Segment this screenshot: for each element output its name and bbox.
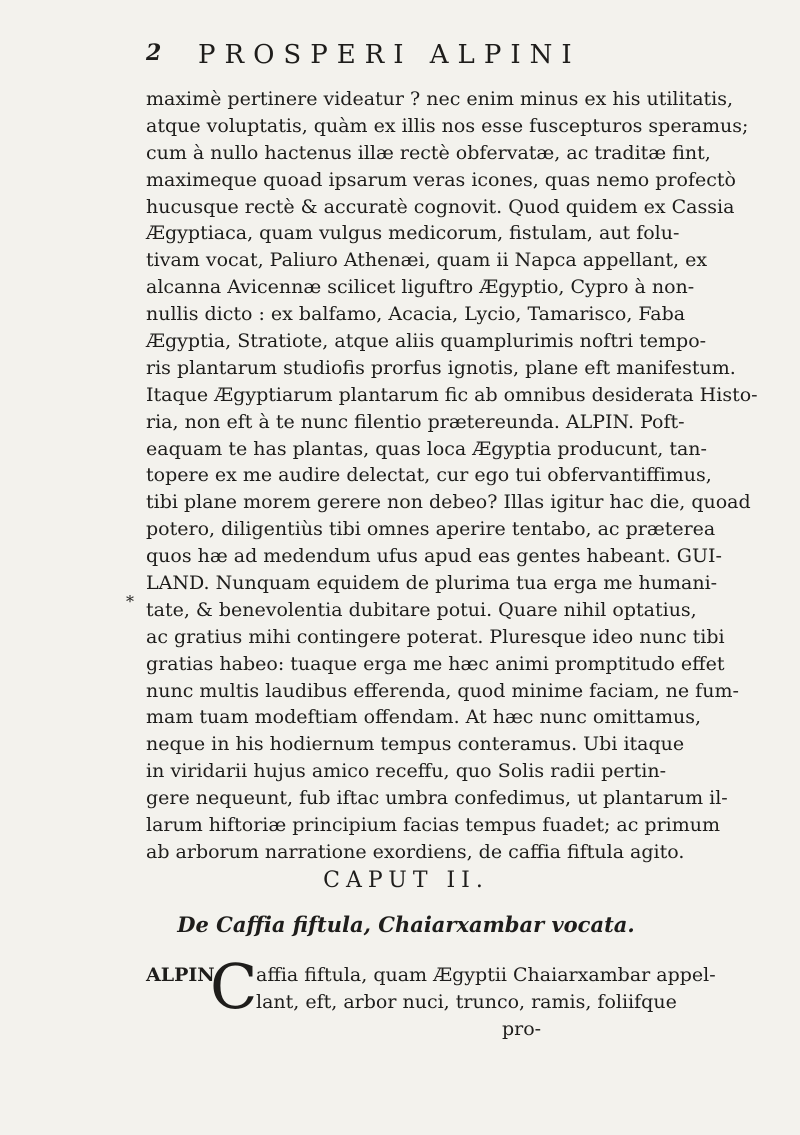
- text-line: Ægyptiaca, quam vulgus medicorum, fistulam, aut folu-: [146, 222, 680, 245]
- page-number: 2: [146, 40, 162, 66]
- chapter-heading: CAPUT II.: [323, 868, 489, 893]
- text-line: Ægyptia, Stratiote, atque aliis quamplurimis noftri tempo-: [146, 330, 707, 353]
- text-line: quos hæ ad medendum ufus apud eas gentes habeant. GUI-: [146, 545, 722, 568]
- text-line: atque voluptatis, quàm ex illis nos esse fuscepturos speramus;: [146, 114, 749, 137]
- catchword: pro-: [502, 1018, 542, 1040]
- text-line: nunc multis laudibus efferenda, quod minime faciam, ne fum-: [146, 679, 739, 702]
- text-line: lant, eft, arbor nuci, trunco, ramis, foliifque: [256, 991, 677, 1013]
- text-line: ris plantarum studiofis prorfus ignotis, plane eft manifestum.: [146, 356, 736, 379]
- chapter-subtitle: De Caffia fiftula, Chaiarxambar vocata.: [177, 912, 635, 937]
- text-line: hucusque rectè & accuratè cognovit. Quod quidem ex Cassia: [146, 195, 735, 218]
- running-title: PROSPERI ALPINI: [198, 40, 581, 70]
- text-line: ac gratius mihi contingere poterat. Pluresque ideo nunc tibi: [146, 625, 725, 648]
- text-line: ab arborum narratione exordiens, de caffia fiftula agito.: [146, 840, 685, 863]
- text-line: tibi plane morem gerere non debeo? Illas igitur hac die, quoad: [146, 491, 751, 514]
- text-line: cum à nullo hactenus illæ rectè obfervatæ, ac traditæ fint,: [146, 141, 711, 164]
- text-line: maximeque quoad ipsarum veras icones, quas nemo profectò: [146, 168, 736, 191]
- text-line: mam tuam modeftiam offendam. At hæc nunc omittamus,: [146, 706, 702, 729]
- text-line: neque in his hodiernum tempus conteramus. Ubi itaque: [146, 733, 685, 756]
- text-line: LAND. Nunquam equidem de plurima tua erga me humani-: [146, 572, 718, 595]
- running-head: [0, 40, 800, 76]
- text-line: Itaque Ægyptiarum plantarum fic ab omnibus desiderata Histo-: [146, 383, 758, 406]
- drop-cap: C: [210, 950, 258, 1023]
- text-line: tivam vocat, Paliuro Athenæi, quam ii Napca appellant, ex: [146, 249, 708, 272]
- text-line: gratias habeo: tuaque erga me hæc animi promptitudo effet: [146, 652, 725, 675]
- text-line: ria, non eft à te nunc filentio prætereunda. ALPIN. Poft-: [146, 410, 685, 433]
- text-line: alcanna Avicennæ scilicet liguftro Ægyptio, Cypro à non-: [146, 276, 695, 299]
- text-line: in viridarii hujus amico receffu, quo Solis radii pertin-: [146, 760, 666, 783]
- text-line: tate, & benevolentia dubitare potui. Quare nihil optatius,: [146, 598, 697, 621]
- body-text: [146, 86, 758, 866]
- text-line: gere nequeunt, fub iftac umbra confedimus, ut plantarum il-: [146, 787, 728, 810]
- chapter-opening-paragraph: [146, 950, 716, 1043]
- text-line: potero, diligentiùs tibi omnes aperire tentabo, ac præterea: [146, 518, 716, 541]
- text-line: nullis dicto : ex balfamo, Acacia, Lycio, Tamarisco, Faba: [146, 303, 686, 326]
- text-line: larum hiftoriæ principium facias tempus fuadet; ac primum: [146, 814, 721, 837]
- speaker-label: ALPIN.: [146, 964, 221, 986]
- text-line: topere ex me audire delectat, cur ego tui obfervantiffimus,: [146, 464, 712, 487]
- text-line: maximè pertinere videatur ? nec enim minus ex his utilitatis,: [146, 88, 734, 110]
- text-line: affia fiftula, quam Ægyptii Chaiarxambar appel-: [256, 964, 716, 986]
- margin-asterisk: *: [126, 592, 134, 611]
- text-line: eaquam te has plantas, quas loca Ægyptia producunt, tan-: [146, 437, 707, 460]
